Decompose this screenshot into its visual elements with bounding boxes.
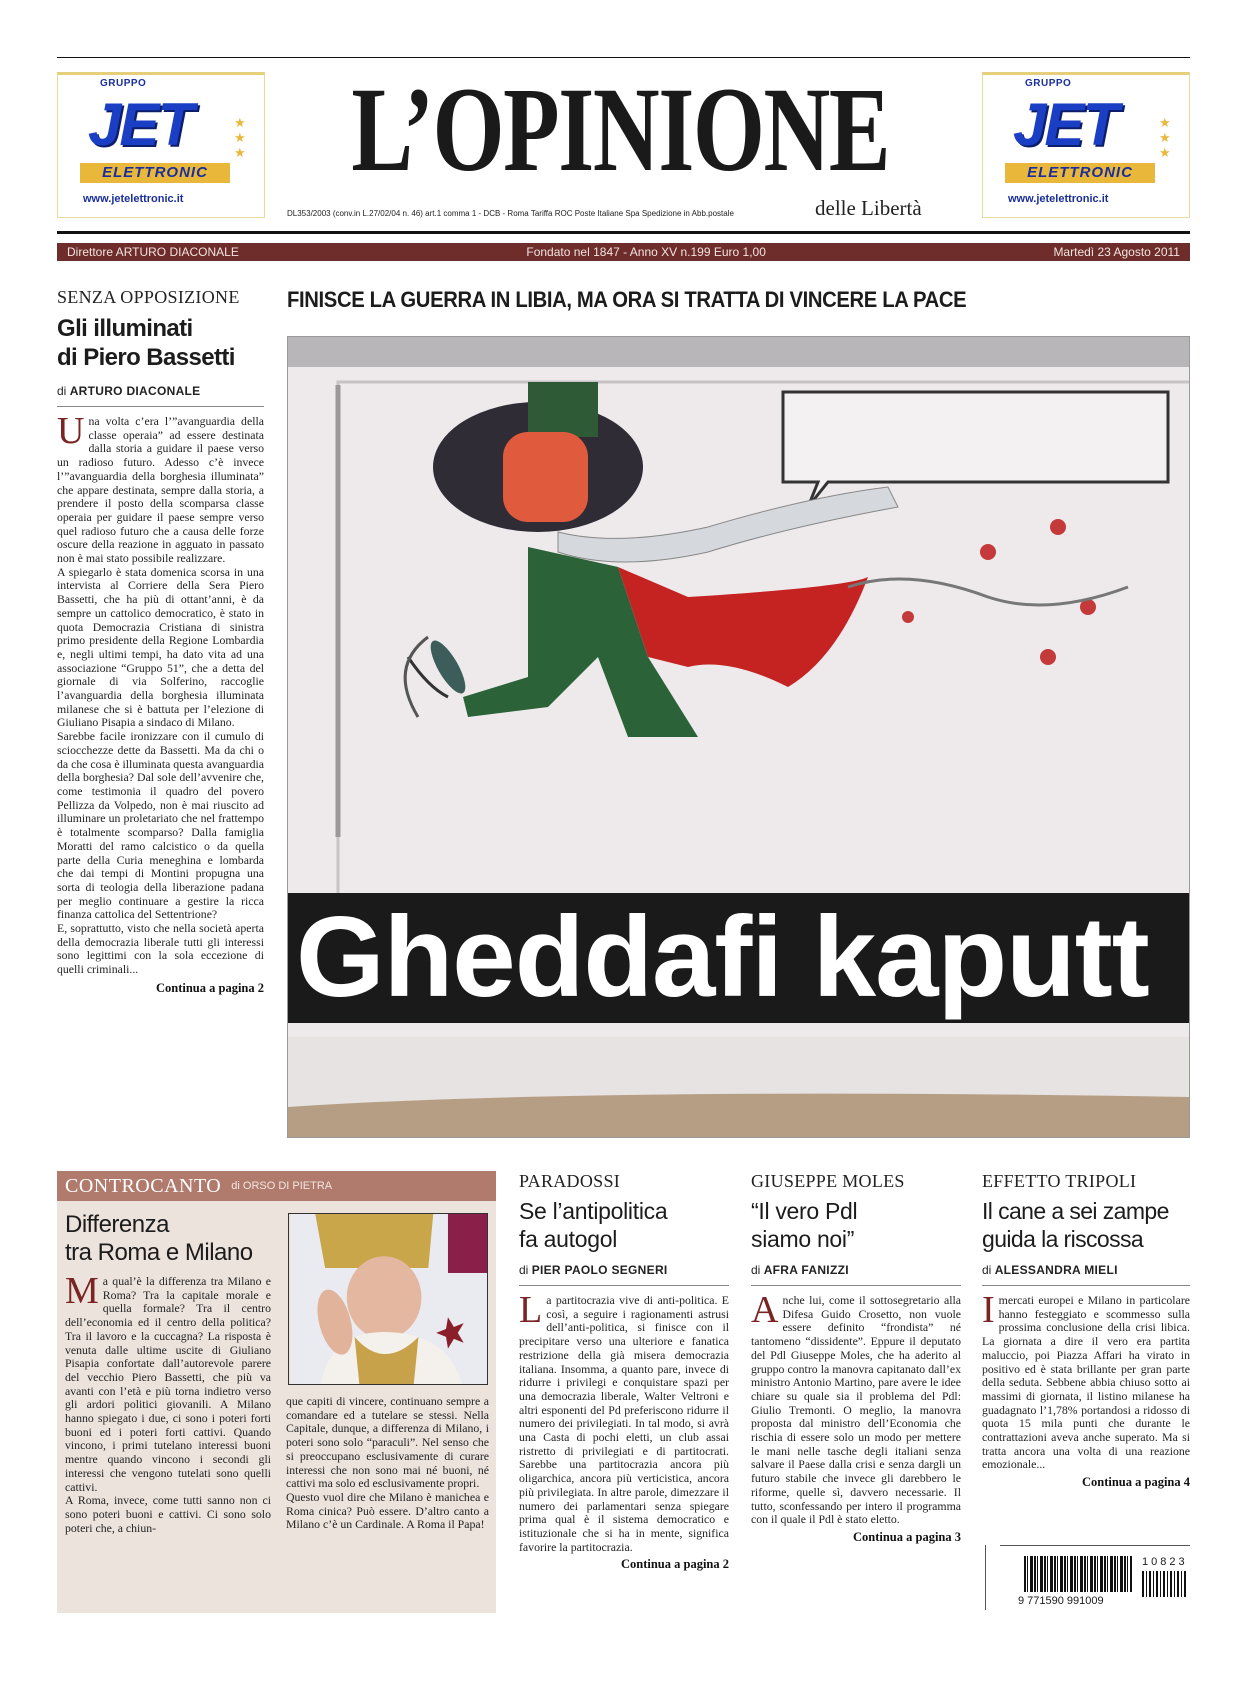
article-title[interactable] bbox=[751, 1197, 961, 1253]
founded-issue-price: Fondato nel 1847 - Anno XV n.199 Euro 1,00 bbox=[526, 245, 766, 259]
article-byline bbox=[982, 1263, 1190, 1277]
article-effetto-tripoli bbox=[982, 1171, 1190, 1490]
masthead-title: L’OPINIONE bbox=[351, 63, 890, 197]
ad-brand: JET bbox=[1013, 91, 1118, 158]
controcanto-header bbox=[57, 1171, 496, 1201]
byline: di ORSO DI PIETRA bbox=[231, 1180, 333, 1192]
masthead-rule bbox=[57, 231, 1190, 234]
photo-headline[interactable]: Gheddafi kaputt bbox=[288, 893, 1189, 1023]
paragraph: Sarebbe facile ironizzare con il cumulo di sciocchezze dette da Bassetti. Ma da chi o da che cosa è illuminata questa avanguardia della borghesia? Dal sole dell’avvenire che, come testimonia il quadro del povero Pellizza da Volpedo, non è mai riuscito ad illuminare un proletariato che nel frattempo è totalmente scomparso? Dalla famiglia Moratti del ramo calcistico o da quella parte della Curia meneghina e lombarda che dai tempi di Montini propugna una sorta di teologia della liberazione padana per meglio continuare a gestire la ricca finanza cattolica del Settentrione? bbox=[57, 729, 264, 922]
title-line: Il cane a sei zampe bbox=[982, 1198, 1169, 1224]
article-body: Imercati europei e Milano in particolare hanno festeggiato e scommesso sulla prossima conclusione della crisi libica. La giornata a dire il vero era partita maluccio, poi Piazza Affari ha virato in positivo ed è stata brillante per gran parte della seduta. Sebbene abbia chiuso sotto ai massimi di giornata, il listino milanese ha guadagnato l’1,78% portandosi a ridosso di quota 15 mila punti che durante le contrattazioni aveva anche superato. Ma si tratta ancora una volta di una reazione emozionale... bbox=[982, 1289, 1190, 1472]
ad-sub: ELETTRONIC bbox=[80, 163, 230, 183]
issue-date: Martedì 23 Agosto 2011 bbox=[1053, 245, 1180, 259]
article-byline bbox=[519, 1263, 729, 1277]
paragraph: Questo vuol dire che Milano è manichea e Roma cinica? Può essere. D’altro canto a Milano c’è un Cardinale. A Roma il Papa! bbox=[286, 1489, 489, 1532]
lead-title[interactable] bbox=[57, 314, 264, 372]
article-body: Anche lui, come il sottosegretario alla Difesa Guido Crosetto, non vuole essere definito “frondista” né tantomeno “dissidente”. Eppure il deputato del Pdl Giuseppe Moles, che ha aderito al gruppo contro la manovra capitanato dall’ex ministro Antonio Martino, pare avere le idee chiare su quale sia il problema del Pdl: Giulio Tremonti. O meglio, la manovra proposta dal ministro dell’Economia che rischia di essere solo un modo per mettere le mani nelle tasche degli italiani senza salvare il Paese dalla crisi e senza dargli un futuro stabile che invece gli darebbero le riforme, quelle sì, davvero necessarie. Il tutto, sconfessando per intero il programma con il quale il Pdl è stato eletto. bbox=[751, 1289, 961, 1527]
continue-link[interactable]: Continua a pagina 2 bbox=[620, 1557, 729, 1572]
controcanto-text-col1 bbox=[65, 1270, 271, 1535]
main-headline[interactable]: FINISCE LA GUERRA IN LIBIA, MA ORA SI TRATTA DI VINCERE LA PACE bbox=[287, 287, 967, 312]
lead-article bbox=[57, 287, 264, 1147]
stars-icon: ★ ★ ★ bbox=[234, 115, 246, 160]
divider bbox=[982, 1285, 1190, 1286]
author: PIER PAOLO SEGNERI bbox=[531, 1263, 668, 1277]
top-rule bbox=[57, 57, 1190, 58]
divider bbox=[57, 406, 264, 407]
masthead-subtitle: delle Libertà bbox=[815, 196, 922, 220]
title-line: “Il vero Pdl bbox=[751, 1198, 858, 1224]
article-body: La partitocrazia vive di anti-politica. E così, a seguire i ragionamenti astrusi dell’anti-politica, si finisce con il precipitare verso una ulteriore e fanatica restrizione della già misera democrazia italiana. Insomma, a quanto pare, invece di ridurre i privilegi e conquistare spazi per una democrazia liberale, Walter Veltroni e altri esponenti del Pd preferiscono ridurre il numero dei privilegiati. In tal modo, si avrà una Casta di pochi eletti, un club assai ristretto di privilegiati e di partitocrati. Sarebbe una partitocrazia ancora più oligarchica, ancora più verticistica, ancora più privilegiata. In altre parole, dimezzare il numero dei parlamentari senza spiegare prima qual è il sistema democratico e istituzionale che si ha in mente, significa favorire la partitocrazia. bbox=[519, 1289, 729, 1554]
lead-body bbox=[57, 410, 264, 977]
controcanto-title[interactable] bbox=[65, 1211, 253, 1267]
title-line: fa autogol bbox=[519, 1226, 618, 1252]
article-title[interactable] bbox=[982, 1197, 1190, 1253]
pope-photo bbox=[288, 1213, 488, 1385]
article-kicker: GIUSEPPE MOLES bbox=[751, 1171, 905, 1191]
ad-gruppo: GRUPPO bbox=[1025, 78, 1072, 89]
ad-jet-elettronic-right[interactable] bbox=[982, 72, 1190, 218]
barcode-addon-bars bbox=[1142, 1571, 1186, 1597]
continue-link[interactable]: Continua a pagina 4 bbox=[1081, 1475, 1190, 1490]
ad-jet-elettronic-left[interactable] bbox=[57, 72, 265, 218]
lead-title-line: di Piero Bassetti bbox=[57, 344, 235, 371]
article-kicker: PARADOSSI bbox=[519, 1171, 621, 1191]
ad-sub: ELETTRONIC bbox=[1005, 163, 1155, 183]
by: di bbox=[751, 1263, 761, 1277]
controcanto-box bbox=[57, 1171, 496, 1613]
info-bar bbox=[57, 243, 1190, 261]
article-byline bbox=[751, 1263, 961, 1277]
legal-line: DL353/2003 (conv.in L.27/02/04 n. 46) art.1 comma 1 - DCB - Roma Tariffa ROC Poste Italiane Spa Spedizione in Abb.postale bbox=[287, 209, 734, 218]
divider bbox=[751, 1285, 961, 1286]
by: di bbox=[57, 384, 67, 398]
barcode-bars bbox=[1024, 1556, 1132, 1592]
stars-icon: ★ ★ ★ bbox=[1159, 115, 1171, 160]
title-line: siamo noi” bbox=[751, 1226, 855, 1252]
title-line: tra Roma e Milano bbox=[65, 1239, 253, 1266]
paragraph: E, soprattutto, visto che nella società aperta della democrazia liberale tutti gli interessi sono legittimi con la sola eccezione di quelli criminali... bbox=[57, 921, 264, 977]
paragraph: A Roma, invece, come tutti sanno non ci sono poteri buoni e cattivi. Ci sono solo poteri che, a chiun- bbox=[65, 1493, 271, 1535]
main-photo[interactable] bbox=[287, 336, 1190, 1138]
ad-gruppo: GRUPPO bbox=[100, 78, 147, 89]
author: AFRA FANIZZI bbox=[763, 1263, 849, 1277]
director: Direttore ARTURO DIACONALE bbox=[67, 245, 239, 259]
pope-image bbox=[289, 1214, 488, 1385]
divider bbox=[519, 1285, 729, 1286]
paragraph: Una volta c’era l’”avanguardia della classe operaia” ad essere destinata dalla storia a guidare il paese verso un radioso futuro. Adesso c’è invece l’”avanguardia della borghesia illuminata” che appare destinata, sempre dalla storia, a prendere il posto della scomparsa classe operaia per guidare il paese sempre verso quel radioso futuro che a causa delle forze oscure della reazione in agguato in passato non è mai stato possibile realizzare. bbox=[57, 410, 264, 566]
controcanto-text-col2 bbox=[286, 1395, 489, 1532]
continue-link[interactable]: Continua a pagina 3 bbox=[852, 1529, 961, 1544]
article-title[interactable] bbox=[519, 1197, 729, 1253]
ad-brand: JET bbox=[88, 91, 193, 158]
continue-link[interactable]: Continua a pagina 2 bbox=[155, 980, 264, 995]
article-kicker: EFFETTO TRIPOLI bbox=[982, 1171, 1137, 1191]
author: ARTURO DIACONALE bbox=[69, 384, 201, 398]
title-line: Differenza bbox=[65, 1211, 169, 1238]
title-line: Se l’antipolitica bbox=[519, 1198, 668, 1224]
ad-url[interactable]: www.jetelettronic.it bbox=[83, 193, 184, 205]
article-paradossi bbox=[519, 1171, 729, 1572]
paragraph: A spiegarlo è stata domenica scorsa in una intervista al Corriere della Sera Piero Bassetti, che ha più di ottant’anni, è da sempre un cattolico democratico, è stato in quota Democrazia Cristiana di sinistra primo presidente della Regione Lombardia e, negli ultimi tempi, ha dato vita ad una associazione “Gruppo 51”, che a detta del giornale di via Solferino, raccoglie l’avanguardia della borghesia illuminata milanese che si è battuta per l’elezione di Giuliano Pisapia a sindaco di Milano. bbox=[57, 564, 264, 730]
barcode-addon: 10823 bbox=[1142, 1556, 1188, 1568]
section-title: CONTROCANTO bbox=[65, 1175, 222, 1197]
by: di bbox=[519, 1263, 529, 1277]
article-moles bbox=[751, 1171, 961, 1545]
paragraph: que capiti di vincere, continuano sempre a comandare ed a tutelare se stessi. Nella Capitale, dunque, a differenza di Milano, i poteri sono solo “paraculi”. Nel senso che si preoccupano esclusivamente di curare interessi che non sono mai né buoni, né cattivi ma solo ed esclusivamente propri. bbox=[286, 1394, 489, 1491]
lead-byline bbox=[57, 384, 264, 398]
barcode-rule bbox=[1000, 1545, 1190, 1546]
by: di bbox=[982, 1263, 992, 1277]
barcode-divider bbox=[985, 1545, 986, 1610]
barcode bbox=[1018, 1556, 1190, 1610]
ad-url[interactable]: www.jetelettronic.it bbox=[1008, 193, 1109, 205]
lead-kicker: SENZA OPPOSIZIONE bbox=[57, 287, 240, 307]
barcode-digits: 9 771590 991009 bbox=[1018, 1595, 1104, 1607]
paragraph: Ma qual’è la differenza tra Milano e Roma? Tra la capitale morale e quella formale? Tra il centro dell’economia ed il centro della politica? Tra il lavoro e la cuccagna? La risposta è venuta dalle ultime uscite di Giuliano Pisapia confortate dall’autorevole parere del vecchio Piero Bassetti, che più va avanti con l’età e più torna indietro verso gli ardori politici giovanili. A Milano hanno spiegato i due, ci sono i poteri forti buoni ed i poteri forti cattivi. Quando vincono, i primi tutelano interessi buoni mentre quando vincono i secondi gli interessi che vengono tutelati sono quelli cattivi. bbox=[65, 1270, 271, 1494]
title-line: guida la riscossa bbox=[982, 1226, 1144, 1252]
author: ALESSANDRA MIELI bbox=[994, 1263, 1118, 1277]
lead-title-line: Gli illuminati bbox=[57, 315, 193, 342]
